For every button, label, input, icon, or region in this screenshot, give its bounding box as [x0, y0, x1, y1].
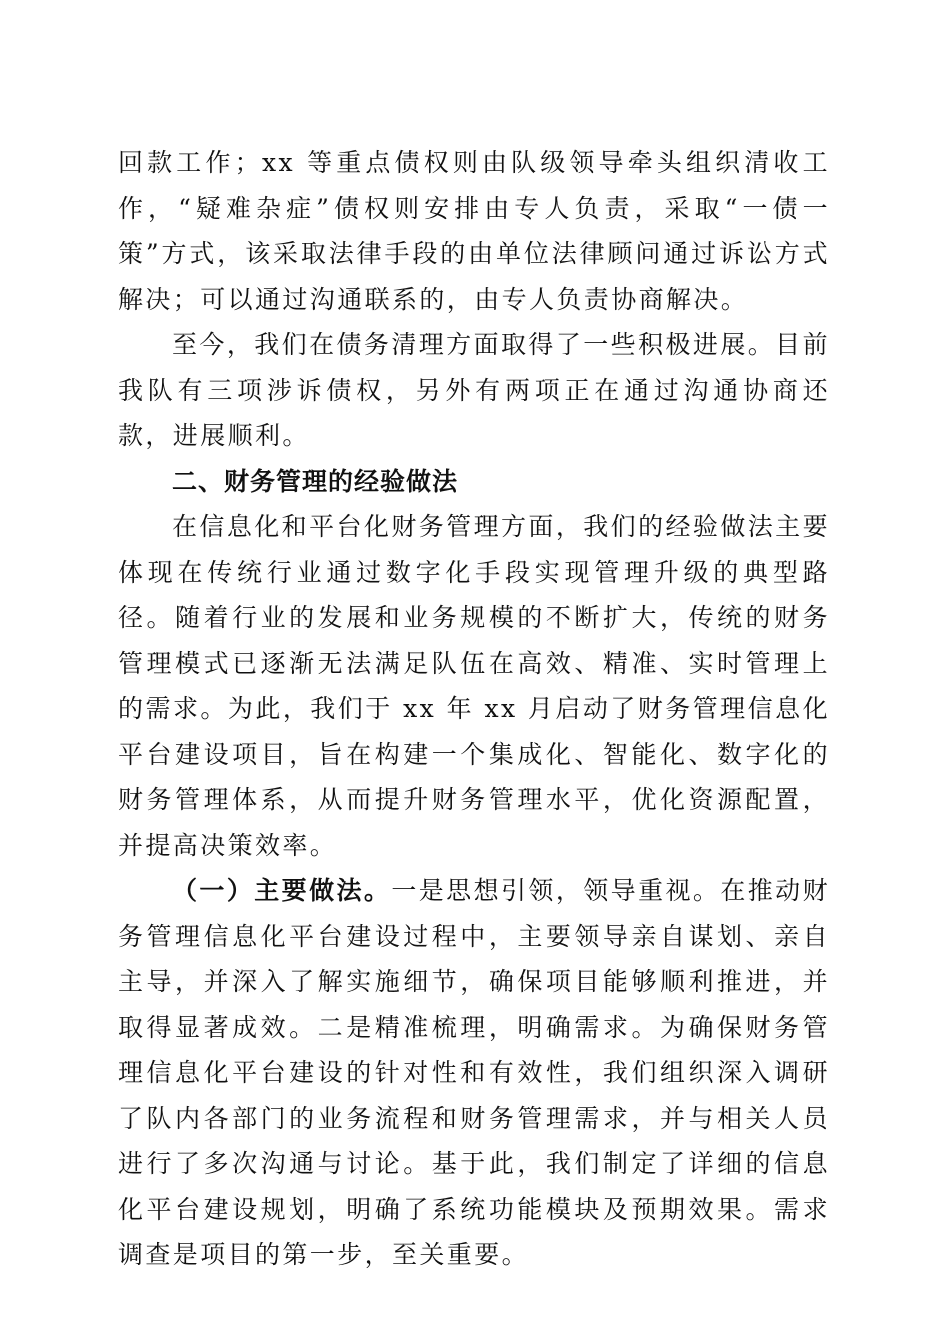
paragraph-main-practices-body: 一是思想引领，领导重视。在推动财务管理信息化平台建设过程中，主要领导亲自谋划、亲自主导，并深入了解实施细节，确保项目能够顺利推进，并取得显著成效。二是精准梳理，明确需求。为确保财务管理信息化平台建设的针对性和有效性，我们组织深入调研了队内各部门的业务流程和财务管理需求，并与相关人员进行了多次沟通与讨论。基于此，我们制定了详细的信息化平台建设规划，明确了系统功能模块及预期效果。需求调查是项目的第一步，至关重要。 — [118, 876, 830, 1269]
subheading-main-practices: （一）主要做法。 — [172, 876, 392, 905]
paragraph-progress: 至今，我们在债务清理方面取得了一些积极进展。目前我队有三项涉诉债权，另外有两项正在通过沟通协商还款，进展顺利。 — [118, 330, 830, 450]
paragraph-debt-collection: 回款工作；xx 等重点债权则由队级领导牵头组织清收工作，“疑难杂症”债权则安排由专人负责，采取“一债一策”方式，该采取法律手段的由单位法律顾问通过诉讼方式解决；可以通过沟通联系的，由专人负责协商解决。 — [118, 148, 830, 314]
section-heading-finance-experience: 二、财务管理的经验做法 — [172, 466, 459, 496]
document-body — [118, 140, 830, 1278]
paragraph-informatization: 在信息化和平台化财务管理方面，我们的经验做法主要体现在传统行业通过数字化手段实现管理升级的典型路径。随着行业的发展和业务规模的不断扩大，传统的财务管理模式已逐渐无法满足队伍在高效、精准、实时管理上的需求。为此，我们于 xx 年 xx 月启动了财务管理信息化平台建设项目，旨在构建一个集成化、智能化、数字化的财务管理体系，从而提升财务管理水平，优化资源配置，并提高决策效率。 — [118, 512, 830, 860]
paragraph-main-practices — [118, 868, 830, 1278]
